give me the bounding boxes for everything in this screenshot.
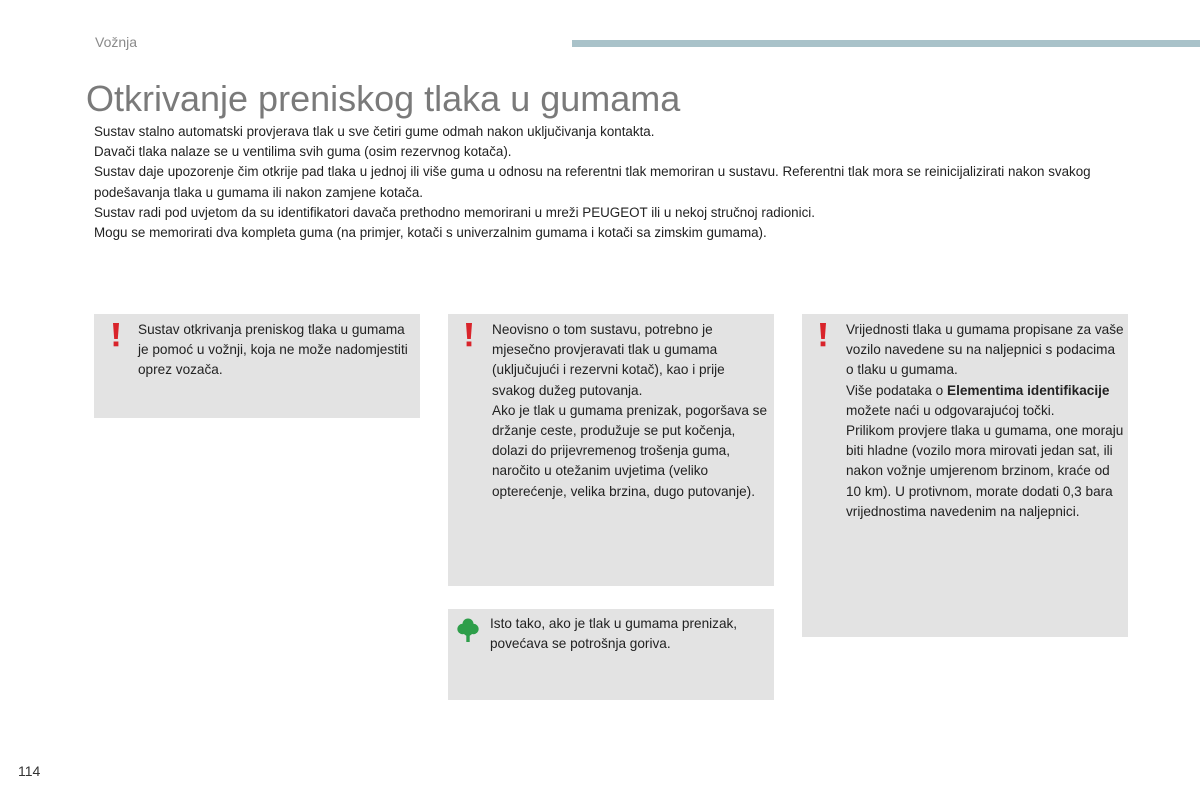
reference-link: Elementima identifikacije xyxy=(947,382,1110,398)
warning-text: Prilikom provjere tlaka u gumama, one moraju biti hladne (vozilo mora mirovati jedan sat, ili nakon vožnje umjerenom brzinom, kraće od 10 km). U protivnom, morate dodati 0,3 bara vrijednostima navedenim na naljepnici. xyxy=(846,423,1124,519)
exclamation-icon xyxy=(464,323,474,347)
page-number: 114 xyxy=(18,763,41,779)
warning-box-pressure-values xyxy=(802,314,1128,637)
eco-tree-icon xyxy=(457,618,479,643)
section-label: Vožnja xyxy=(95,34,138,50)
eco-text: Isto tako, ako je tlak u gumama prenizak, povećava se potrošnja goriva. xyxy=(490,616,738,652)
intro-paragraph: Mogu se memorirati dva kompleta guma (na primjer, kotači s univerzalnim gumama i kotači sa zimskim gumama). xyxy=(94,225,767,241)
page-title: Otkrivanje preniskog tlaka u gumama xyxy=(86,78,681,119)
exclamation-icon xyxy=(111,323,121,347)
intro-text xyxy=(94,122,1094,243)
warning-text-reference xyxy=(846,381,1124,421)
intro-paragraph: Sustav stalno automatski provjerava tlak u sve četiri gume odmah nakon uključivanja kontakta. xyxy=(94,124,655,139)
eco-tip-box xyxy=(448,609,774,700)
warning-box-monthly-check xyxy=(448,314,774,586)
intro-paragraph: Sustav radi pod uvjetom da su identifikatori davača prethodno memorirani u mreži PEUGEOT ili u nekoj stručnoj radionici. xyxy=(94,204,815,220)
reference-suffix: možete naći u odgovarajućoj točki. xyxy=(846,402,1055,418)
intro-paragraph: Sustav daje upozorenje čim otkrije pad tlaka u jednoj ili više guma u odnosu na referentni tlak memoriran u sustavu. Referentni tlak mora se reinicijalizirati nakon svakog podešavanja tlaka u gumama ili nakon zamjene kotača. xyxy=(94,164,1091,200)
header-accent-bar xyxy=(572,40,1200,47)
exclamation-icon xyxy=(818,323,828,347)
intro-paragraph: Davači tlaka nalaze se u ventilima svih guma (osim rezervnog kotača). xyxy=(94,144,512,160)
warning-text: Neovisno o tom sustavu, potrebno je mjesečno provjeravati tlak u gumama (uključujući i rezervni kotač), kao i prije svakog dužeg putovanja. xyxy=(492,322,725,398)
reference-prefix: Više podataka o xyxy=(846,382,948,398)
warning-text: Sustav otkrivanja preniskog tlaka u gumama je pomoć u vožnji, koja ne može nadomjestiti oprez vozača. xyxy=(138,322,408,378)
warning-text: Vrijednosti tlaka u gumama propisane za vaše vozilo navedene su na naljepnici s podacima o tlaku u gumama. xyxy=(846,322,1124,378)
warning-box-driving-aid xyxy=(94,314,420,418)
warning-text: Ako je tlak u gumama prenizak, pogoršava se držanje ceste, produžuje se put kočenja, dolazi do prijevremenog trošenja guma, naročito u otežanim uvjetima (veliko opterećenje, velika brzina, dugo putovanje). xyxy=(492,402,768,499)
